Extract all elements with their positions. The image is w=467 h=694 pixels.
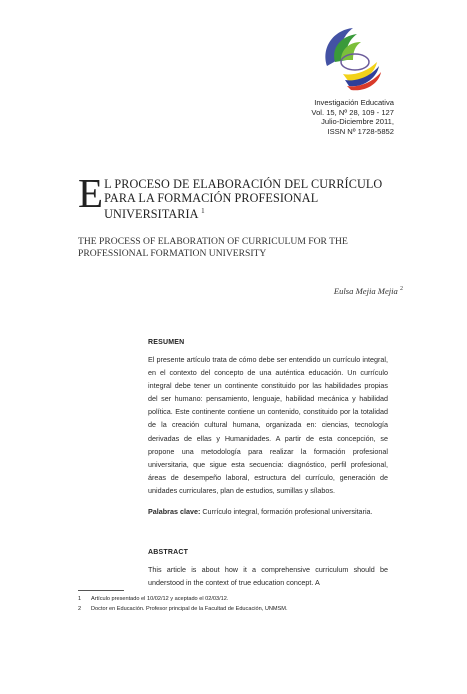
title-drop-cap: E <box>78 170 104 216</box>
footnote-number: 2 <box>78 606 82 612</box>
article-title-es <box>78 170 408 222</box>
footnote <box>78 594 408 604</box>
keywords-text: Currículo integral, formación profesional universitaria. <box>202 507 373 516</box>
journal-period: Julio-Diciembre 2011, <box>321 117 394 127</box>
footnote <box>78 604 408 614</box>
footnotes <box>78 594 408 614</box>
resumen-text: El presente artículo trata de cómo debe ser entendido un currículo integral, en el contexto del concepto de una auténtica educación. Un currículo integral debe tener un continente constituido por las habilidades propias del ser humano: pensamiento, lenguaje, habilidad mecánica y habilidad política. Este continente contiene un contenido, constituido por la totalidad de la creación cultural humana, organizada en: ciencias, tecnología derivadas de ellas y Humanidades. A partir de esta concepción, se propone una metodología para realizar la formación profesional universitaria, que sigue esta secuencia: diagnóstico, perfil profesional, áreas de desempeño laboral, estructura del currículo, generación de unidades curriculares, plan de estudios, sumillas y sílabos. <box>148 355 388 495</box>
footnote-rule <box>78 590 124 591</box>
article-title-en: THE PROCESS OF ELABORATION OF CURRICULUM FOR THE PROFESSIONAL FORMATION UNIVERSITY <box>78 236 348 259</box>
abstract-text: This article is about how it a comprehensive curriculum should be understood in the context of true education concept. A <box>148 565 388 588</box>
journal-logo <box>315 22 385 92</box>
title-note-mark: 1 <box>201 207 205 215</box>
journal-issn: ISSN Nº 1728-5852 <box>327 126 394 136</box>
abstract-heading: ABSTRACT <box>148 549 189 556</box>
author <box>334 286 403 296</box>
journal-volume: Vol. 15, Nº 28, 109 - 127 <box>311 107 394 117</box>
title-es-text: L PROCESO DE ELABORACIÓN DEL CURRÍCULO PARA LA FORMACIÓN PROFESIONAL UNIVERSITARIA <box>104 177 383 222</box>
author-note-mark: 2 <box>400 286 403 293</box>
author-name: Eulsa Mejia Mejia <box>333 286 398 296</box>
footnote-text: Doctor en Educación. Profesor principal de la Facultad de Educación, UNMSM. <box>91 606 288 612</box>
journal-info <box>311 98 394 136</box>
journal-name: Investigación Educativa <box>314 98 394 107</box>
footnote-text: Artículo presentado el 10/02/12 y aceptado el 02/03/12. <box>91 596 229 602</box>
footnote-number: 1 <box>78 596 82 602</box>
keywords <box>148 505 388 518</box>
resumen-heading: RESUMEN <box>148 339 185 346</box>
keywords-label: Palabras clave: <box>148 507 201 516</box>
